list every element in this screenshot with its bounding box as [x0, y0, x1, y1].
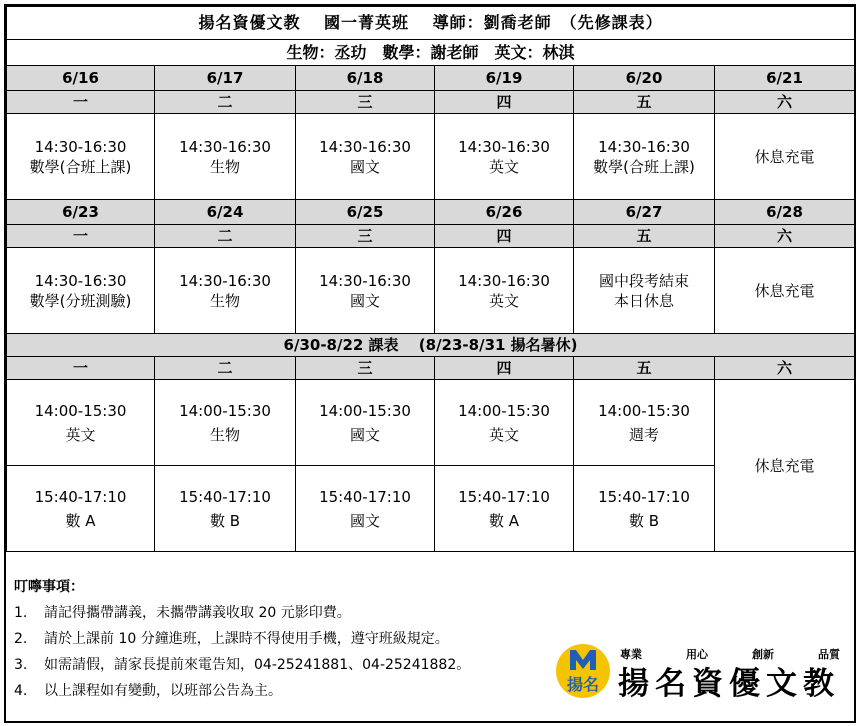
note-item — [14, 678, 554, 704]
weekday-cell: 四 — [435, 357, 574, 380]
lesson-cell — [296, 248, 435, 334]
lesson-time: 14:30-16:30 — [458, 137, 550, 156]
date-cell: 6/20 — [574, 66, 715, 91]
note-text: 以上課程如有變動，以班部公告為主。 — [44, 683, 282, 699]
weekday-cell: 三 — [296, 357, 435, 380]
weekday-cell: 四 — [435, 91, 574, 114]
lesson-subject: 週考 — [628, 425, 659, 444]
date-cell: 6/25 — [296, 200, 435, 225]
date-cell: 6/16 — [7, 66, 155, 91]
notes-heading: 叮嚀事項： — [14, 579, 84, 595]
lesson-subject: 英文 — [488, 157, 519, 176]
lesson-time: 14:00-15:30 — [179, 401, 271, 420]
lesson-subject: 英文 — [488, 291, 519, 310]
note-text: 請記得攜帶講義，未攜帶講義收取 20 元影印費。 — [44, 605, 351, 621]
note-number: 2. — [14, 631, 28, 647]
lesson-subject: 國文 — [349, 157, 380, 176]
lesson-subject: 本日休息 — [613, 291, 674, 310]
schedule-sheet — [4, 4, 856, 723]
weekday-cell: 四 — [435, 225, 574, 248]
weekday-cell: 五 — [574, 91, 715, 114]
brand-tag: 創新 — [752, 648, 774, 661]
lesson-time: 14:30-16:30 — [598, 137, 690, 156]
lesson-time: 14:30-16:30 — [34, 137, 127, 156]
lesson-cell — [7, 114, 155, 200]
date-cell: 6/18 — [296, 66, 435, 91]
weekday-cell: 二 — [155, 225, 296, 248]
note-number: 1. — [14, 605, 28, 621]
lesson-cell — [155, 466, 296, 552]
weekday-cell: 三 — [296, 225, 435, 248]
lesson-subject: 英文 — [65, 425, 96, 444]
lesson-cell — [435, 248, 574, 334]
lesson-time: 15:40-17:10 — [34, 487, 127, 506]
weekday-cell: 三 — [296, 91, 435, 114]
note-text: 如需請假，請家長提前來電告知，04-25241881、04-25241882。 — [44, 657, 471, 673]
reminder-notes — [14, 574, 554, 704]
summer-section-title: 6/30-8/22 課表 (8/23-8/31 揚名暑休) — [7, 334, 855, 357]
schedule-title: 揚名資優文教 國一菁英班 導師：劉喬老師 （先修課表） — [7, 7, 855, 40]
lesson-subject: 生物 — [209, 291, 240, 310]
date-cell: 6/19 — [435, 66, 574, 91]
lesson-subject: 國文 — [349, 511, 380, 530]
weekday-cell: 二 — [155, 357, 296, 380]
lesson-time: 休息充電 — [754, 147, 815, 166]
lesson-cell — [7, 466, 155, 552]
lesson-cell — [7, 380, 155, 466]
brand-logo-icon — [554, 642, 612, 700]
lesson-subject: 數 B — [209, 511, 241, 530]
note-text: 請於上課前 10 分鐘進班，上課時不得使用手機，遵守班級規定。 — [44, 631, 449, 647]
brand-block — [554, 642, 850, 708]
weekday-cell: 五 — [574, 225, 715, 248]
lesson-cell — [155, 380, 296, 466]
weekday-cell: 五 — [574, 357, 715, 380]
note-item — [14, 600, 554, 626]
lesson-time: 15:40-17:10 — [179, 487, 271, 506]
lesson-subject: 國文 — [349, 291, 380, 310]
lesson-time: 14:00-15:30 — [34, 401, 127, 420]
lesson-subject: 數 A — [65, 511, 96, 530]
lesson-subject: 國文 — [349, 425, 380, 444]
lesson-cell — [574, 380, 715, 466]
date-cell: 6/26 — [435, 200, 574, 225]
lesson-time: 14:00-15:30 — [458, 401, 550, 420]
lesson-cell — [296, 466, 435, 552]
lesson-time: 14:30-16:30 — [319, 271, 411, 290]
lesson-cell — [574, 114, 715, 200]
lesson-time: 14:30-16:30 — [179, 137, 271, 156]
brand-name: 揚名資優文教 — [618, 666, 840, 702]
date-cell: 6/27 — [574, 200, 715, 225]
lesson-time: 15:40-17:10 — [598, 487, 690, 506]
brand-tag: 用心 — [686, 648, 708, 661]
lesson-cell — [155, 114, 296, 200]
lesson-subject: 數學(合班上課) — [593, 157, 695, 176]
lesson-time: 15:40-17:10 — [458, 487, 550, 506]
date-cell: 6/24 — [155, 200, 296, 225]
note-item — [14, 626, 554, 652]
note-number: 3. — [14, 657, 28, 673]
lesson-time: 休息充電 — [754, 281, 815, 300]
lesson-cell — [574, 466, 715, 552]
weekday-cell: 一 — [7, 357, 155, 380]
lesson-subject: 生物 — [209, 425, 240, 444]
lesson-time: 國中段考結束 — [598, 271, 689, 290]
lesson-cell — [435, 380, 574, 466]
brand-tags — [620, 646, 840, 662]
brand-tag: 品質 — [818, 648, 840, 661]
lesson-time: 14:30-16:30 — [34, 271, 127, 290]
date-cell: 6/17 — [155, 66, 296, 91]
brand-tag: 專業 — [620, 648, 642, 661]
note-number: 4. — [14, 683, 28, 699]
lesson-cell — [435, 114, 574, 200]
lesson-time: 14:30-16:30 — [319, 137, 411, 156]
lesson-time: 15:40-17:10 — [319, 487, 411, 506]
lesson-time: 14:30-16:30 — [179, 271, 271, 290]
lesson-subject: 數 A — [488, 511, 520, 530]
lesson-cell — [715, 114, 855, 200]
weekday-cell: 一 — [7, 225, 155, 248]
date-cell: 6/28 — [715, 200, 855, 225]
weekday-cell: 六 — [715, 225, 855, 248]
date-cell: 6/21 — [715, 66, 855, 91]
lesson-cell — [435, 466, 574, 552]
lesson-cell — [7, 248, 155, 334]
schedule-table — [6, 6, 855, 552]
weekday-cell: 六 — [715, 91, 855, 114]
teacher-list: 生物：丞玏 數學：謝老師 英文：林淇 — [7, 40, 855, 66]
date-cell: 6/23 — [7, 200, 155, 225]
lesson-cell — [715, 248, 855, 334]
lesson-cell — [155, 248, 296, 334]
note-item — [14, 652, 554, 678]
lesson-subject: 數學(合班上課) — [29, 157, 132, 176]
lesson-time: 14:00-15:30 — [598, 401, 690, 420]
lesson-cell — [574, 248, 715, 334]
lesson-subject: 生物 — [209, 157, 240, 176]
lesson-subject: 數學(分班測驗) — [29, 291, 132, 310]
weekday-cell: 六 — [715, 357, 855, 380]
lesson-time: 14:00-15:30 — [319, 401, 411, 420]
svg-text:揚名: 揚名 — [566, 675, 600, 694]
lesson-subject: 英文 — [488, 425, 519, 444]
lesson-time: 14:30-16:30 — [458, 271, 550, 290]
saturday-rest-cell: 休息充電 — [715, 380, 855, 552]
lesson-cell — [296, 114, 435, 200]
weekday-cell: 二 — [155, 91, 296, 114]
lesson-cell — [296, 380, 435, 466]
weekday-cell: 一 — [7, 91, 155, 114]
lesson-subject: 數 B — [628, 511, 660, 530]
